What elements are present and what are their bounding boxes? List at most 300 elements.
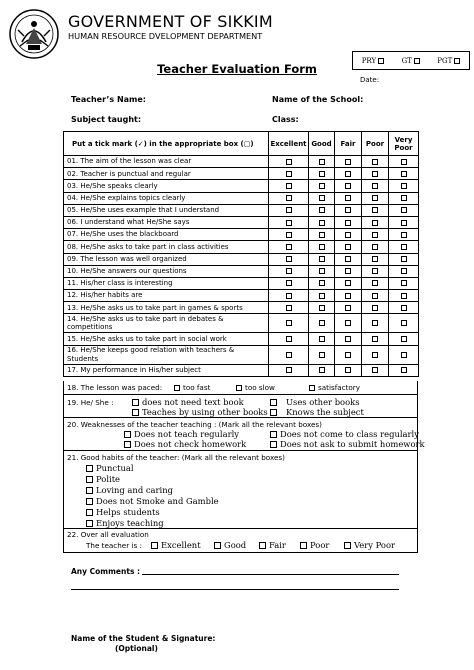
checkbox[interactable] xyxy=(86,498,93,505)
rating-cell xyxy=(269,265,309,277)
checkbox[interactable] xyxy=(345,220,351,226)
checkbox[interactable] xyxy=(124,441,131,448)
date-label: Date: xyxy=(360,76,380,84)
rating-cell xyxy=(335,290,362,302)
option-label: Does not come to class regularly xyxy=(280,429,419,439)
school-name-label: Name of the School: xyxy=(272,95,364,104)
checkbox[interactable] xyxy=(372,244,378,250)
checkbox[interactable] xyxy=(345,171,351,177)
checkbox[interactable] xyxy=(286,159,292,165)
checkbox[interactable] xyxy=(286,280,292,286)
checkbox[interactable] xyxy=(86,509,93,516)
option-label: Fair xyxy=(269,540,286,550)
checkbox[interactable] xyxy=(401,268,407,274)
rating-cell xyxy=(309,168,335,180)
rating-cell xyxy=(362,333,389,345)
subject-label: Subject taught: xyxy=(71,115,142,124)
checkbox[interactable] xyxy=(286,183,292,189)
checkbox[interactable] xyxy=(401,352,407,358)
rating-cell xyxy=(362,302,389,314)
rating-cell xyxy=(335,277,362,289)
rating-cell xyxy=(269,277,309,289)
checkbox[interactable] xyxy=(236,385,242,391)
checkbox[interactable] xyxy=(372,280,378,286)
checkbox[interactable] xyxy=(345,159,351,165)
checkbox[interactable] xyxy=(345,336,351,342)
checkbox[interactable] xyxy=(319,207,325,213)
question-text: 11. His/her class is interesting xyxy=(64,277,269,289)
rating-cell xyxy=(362,277,389,289)
option-label: Excellent xyxy=(161,540,201,550)
checkbox[interactable] xyxy=(151,542,158,549)
question-text: 13. He/She asks us to take part in games & sports xyxy=(64,302,269,314)
checkbox[interactable] xyxy=(286,320,292,326)
rating-cell xyxy=(309,345,335,364)
option-enjoys-teaching[interactable] xyxy=(86,518,164,528)
rating-cell xyxy=(335,156,362,168)
option-label: Helps students xyxy=(96,507,160,517)
question-text: 07. He/She uses the blackboard xyxy=(64,229,269,241)
rating-cell xyxy=(362,265,389,277)
checkbox[interactable] xyxy=(132,409,139,416)
checkbox[interactable] xyxy=(286,244,292,250)
rating-cell xyxy=(309,314,335,333)
checkbox[interactable] xyxy=(345,232,351,238)
option-label: Does not Smoke and Gamble xyxy=(96,496,219,506)
checkbox[interactable] xyxy=(319,268,325,274)
checkbox[interactable] xyxy=(319,280,325,286)
rating-cell xyxy=(335,253,362,265)
rating-cell xyxy=(362,192,389,204)
checkbox[interactable] xyxy=(319,220,325,226)
checkbox[interactable] xyxy=(372,352,378,358)
grade-label: GT xyxy=(401,56,412,65)
column-header: Very Poor xyxy=(389,132,419,156)
class-label: Class: xyxy=(272,115,299,124)
checkbox[interactable] xyxy=(372,195,378,201)
table-header xyxy=(64,132,419,156)
rating-cell xyxy=(269,302,309,314)
rating-cell xyxy=(309,204,335,216)
checkbox[interactable] xyxy=(372,367,378,373)
checkbox[interactable] xyxy=(286,256,292,262)
checkbox[interactable] xyxy=(319,352,325,358)
checkbox[interactable] xyxy=(401,367,407,373)
checkbox[interactable] xyxy=(345,320,351,326)
rating-cell xyxy=(309,253,335,265)
checkbox[interactable] xyxy=(124,431,131,438)
rating-cell xyxy=(335,180,362,192)
checkbox[interactable] xyxy=(345,293,351,299)
checkbox[interactable] xyxy=(345,352,351,358)
option-label: Does not check homework xyxy=(134,439,247,449)
option-label: Punctual xyxy=(96,463,134,473)
checkbox[interactable] xyxy=(401,195,407,201)
rating-cell xyxy=(269,364,309,376)
rating-cell xyxy=(362,345,389,364)
option-label: Teaches by using other books xyxy=(142,407,268,417)
rating-cell xyxy=(389,216,419,228)
rating-cell xyxy=(335,241,362,253)
table-row xyxy=(64,364,419,376)
option-no-smoke-gamble[interactable] xyxy=(86,496,219,506)
question-text: 04. He/She explains topics clearly xyxy=(64,192,269,204)
checkbox[interactable] xyxy=(270,399,277,406)
checkbox[interactable] xyxy=(372,268,378,274)
rating-cell xyxy=(389,241,419,253)
checkbox[interactable] xyxy=(286,220,292,226)
rating-cell xyxy=(335,345,362,364)
option-label: too fast xyxy=(183,383,211,392)
table-row xyxy=(64,229,419,241)
rating-cell xyxy=(335,333,362,345)
option-excellent[interactable] xyxy=(151,540,201,550)
rating-cell xyxy=(335,302,362,314)
checkbox[interactable] xyxy=(372,232,378,238)
checkbox[interactable] xyxy=(372,305,378,311)
option-label: satisfactory xyxy=(318,383,361,392)
checkbox[interactable] xyxy=(286,352,292,358)
rating-cell xyxy=(269,168,309,180)
checkbox[interactable] xyxy=(319,195,325,201)
question-text: 16. He/She keeps good relation with teachers & Students xyxy=(64,345,269,364)
option-label: Poor xyxy=(310,540,330,550)
checkbox[interactable] xyxy=(309,385,315,391)
rating-cell xyxy=(335,265,362,277)
rating-cell xyxy=(389,277,419,289)
checkbox[interactable] xyxy=(345,268,351,274)
checkbox[interactable] xyxy=(372,320,378,326)
checkbox[interactable] xyxy=(401,159,407,165)
government-title: GOVERNMENT OF SIKKIM xyxy=(68,12,273,31)
checkbox[interactable] xyxy=(372,183,378,189)
rating-cell xyxy=(362,168,389,180)
question-19 xyxy=(63,395,418,418)
checkbox[interactable] xyxy=(401,305,407,311)
rating-cell xyxy=(269,180,309,192)
form-title: Teacher Evaluation Form xyxy=(157,62,317,76)
checkbox[interactable] xyxy=(319,336,325,342)
rating-cell xyxy=(269,253,309,265)
rating-cell xyxy=(309,229,335,241)
question-label: 21. Good habits of the teacher: (Mark all the relevant boxes) xyxy=(67,453,285,462)
question-text: 15. He/She asks us to take part in social work xyxy=(64,333,269,345)
rating-cell xyxy=(389,314,419,333)
table-row xyxy=(64,216,419,228)
option-label: Good xyxy=(224,540,247,550)
checkbox[interactable] xyxy=(372,336,378,342)
rating-cell xyxy=(335,168,362,180)
rating-cell xyxy=(309,333,335,345)
rating-cell xyxy=(309,156,335,168)
checkbox[interactable] xyxy=(401,171,407,177)
checkbox[interactable] xyxy=(286,207,292,213)
instruction-header: Put a tick mark (✓) in the appropriate box (▢) xyxy=(64,132,269,156)
checkbox[interactable] xyxy=(86,465,93,472)
question-text: 05. He/She uses example that I understand xyxy=(64,204,269,216)
option-good[interactable] xyxy=(214,540,246,550)
rating-cell xyxy=(362,180,389,192)
rating-cell xyxy=(309,265,335,277)
comments-line[interactable] xyxy=(142,574,399,575)
checkbox[interactable] xyxy=(401,207,407,213)
comments-line[interactable] xyxy=(71,589,399,590)
checkbox[interactable] xyxy=(300,542,307,549)
checkbox[interactable] xyxy=(319,305,325,311)
checkbox[interactable] xyxy=(86,520,93,527)
checkbox[interactable] xyxy=(286,195,292,201)
rating-cell xyxy=(389,168,419,180)
option-label: Knows the subject xyxy=(286,407,364,417)
checkbox[interactable] xyxy=(401,256,407,262)
question-text: 02. Teacher is punctual and regular xyxy=(64,168,269,180)
rating-cell xyxy=(309,241,335,253)
signature-label: Name of the Student & Signature: xyxy=(71,634,216,643)
sikkim-emblem-icon xyxy=(8,8,60,60)
checkbox[interactable] xyxy=(401,280,407,286)
grade-label: PGT xyxy=(437,56,453,65)
rating-cell xyxy=(309,192,335,204)
checkbox[interactable] xyxy=(319,159,325,165)
checkbox[interactable] xyxy=(345,183,351,189)
option-label: does not need text book xyxy=(142,397,244,407)
rating-cell xyxy=(362,241,389,253)
question-text: 12. His/her habits are xyxy=(64,290,269,302)
checkbox[interactable] xyxy=(401,232,407,238)
option-punctual[interactable] xyxy=(86,463,134,473)
checkbox[interactable] xyxy=(345,256,351,262)
comments-label: Any Comments : xyxy=(71,567,141,576)
rating-cell xyxy=(335,216,362,228)
checkbox[interactable] xyxy=(345,305,351,311)
checkbox[interactable] xyxy=(319,183,325,189)
checkbox[interactable] xyxy=(372,220,378,226)
rating-cell xyxy=(309,216,335,228)
table-row xyxy=(64,302,419,314)
question-text: 01. The aim of the lesson was clear xyxy=(64,156,269,168)
table-row xyxy=(64,192,419,204)
column-header: Excellent xyxy=(269,132,309,156)
question-label: 18. The lesson was paced: xyxy=(67,383,163,392)
checkbox[interactable] xyxy=(174,385,180,391)
option-label: Does not ask to submit homework xyxy=(280,439,425,449)
question-20 xyxy=(63,418,425,451)
checkbox[interactable] xyxy=(401,220,407,226)
rating-cell xyxy=(389,204,419,216)
rating-cell xyxy=(389,192,419,204)
table-row xyxy=(64,333,419,345)
checkbox[interactable] xyxy=(286,268,292,274)
option-fair[interactable] xyxy=(259,540,286,550)
rating-cell xyxy=(269,241,309,253)
checkbox[interactable] xyxy=(214,542,221,549)
option-poor[interactable] xyxy=(300,540,329,550)
option-no-text-book[interactable] xyxy=(132,397,244,407)
checkbox[interactable] xyxy=(345,244,351,250)
table-row xyxy=(64,277,419,289)
column-header: Poor xyxy=(362,132,389,156)
rating-cell xyxy=(309,180,335,192)
checkbox[interactable] xyxy=(132,399,139,406)
checkbox[interactable] xyxy=(372,171,378,177)
checkbox[interactable] xyxy=(286,232,292,238)
rating-cell xyxy=(362,156,389,168)
question-label: 19. He/ She : xyxy=(67,398,114,407)
option-label: Does not teach regularly xyxy=(134,429,239,439)
checkbox[interactable] xyxy=(345,280,351,286)
checkbox[interactable] xyxy=(401,183,407,189)
table-row xyxy=(64,345,419,364)
checkbox[interactable] xyxy=(86,476,93,483)
table-row xyxy=(64,204,419,216)
option-not-come-regularly[interactable] xyxy=(270,429,419,439)
checkbox[interactable] xyxy=(270,409,277,416)
checkbox[interactable] xyxy=(344,542,351,549)
option-helps-students[interactable] xyxy=(86,507,160,517)
rating-cell xyxy=(389,290,419,302)
option-knows-subject[interactable] xyxy=(270,407,364,417)
checkbox[interactable] xyxy=(319,171,325,177)
checkbox[interactable] xyxy=(401,320,407,326)
table-row xyxy=(64,265,419,277)
checkbox[interactable] xyxy=(286,305,292,311)
question-text: 03. He/She speaks clearly xyxy=(64,180,269,192)
rating-cell xyxy=(269,290,309,302)
rating-cell xyxy=(362,364,389,376)
checkbox[interactable] xyxy=(319,320,325,326)
checkbox[interactable] xyxy=(319,293,325,299)
question-lead: The teacher is : xyxy=(86,541,142,550)
rating-cell xyxy=(362,216,389,228)
rating-cell xyxy=(309,290,335,302)
table-row xyxy=(64,168,419,180)
checkbox[interactable] xyxy=(259,542,266,549)
column-header: Good xyxy=(309,132,335,156)
question-22 xyxy=(63,529,418,553)
rating-cell xyxy=(269,229,309,241)
checkbox[interactable] xyxy=(372,159,378,165)
option-too-slow[interactable] xyxy=(236,383,275,392)
column-header: Fair xyxy=(335,132,362,156)
checkbox[interactable] xyxy=(401,244,407,250)
teacher-name-label: Teacher’s Name: xyxy=(71,95,147,104)
checkbox[interactable] xyxy=(286,336,292,342)
checkbox[interactable] xyxy=(270,441,277,448)
table-row xyxy=(64,290,419,302)
rating-cell xyxy=(389,333,419,345)
checkbox[interactable] xyxy=(401,293,407,299)
rating-cell xyxy=(389,229,419,241)
option-label: Loving and caring xyxy=(96,485,173,495)
option-label: too slow xyxy=(245,383,275,392)
rating-cell xyxy=(269,345,309,364)
signature-note: (Optional) xyxy=(115,644,158,653)
rating-cell xyxy=(269,333,309,345)
grade-label: PRY xyxy=(361,56,377,65)
rating-table xyxy=(63,131,419,377)
rating-cell xyxy=(269,216,309,228)
rating-cell xyxy=(389,180,419,192)
rating-cell xyxy=(335,364,362,376)
checkbox[interactable] xyxy=(319,256,325,262)
rating-cell xyxy=(309,302,335,314)
option-not-teach-regularly[interactable] xyxy=(124,429,239,439)
checkbox[interactable] xyxy=(286,367,292,373)
rating-cell xyxy=(335,192,362,204)
department-subtitle: HUMAN RESOURCE DVELOPMENT DEPARTMENT xyxy=(68,31,263,41)
rating-cell xyxy=(362,253,389,265)
checkbox[interactable] xyxy=(286,293,292,299)
checkbox[interactable] xyxy=(345,207,351,213)
rating-cell xyxy=(335,314,362,333)
checkbox[interactable] xyxy=(319,232,325,238)
question-text: 06. I understand what He/She says xyxy=(64,216,269,228)
option-loving-caring[interactable] xyxy=(86,485,173,495)
table-row xyxy=(64,180,419,192)
rating-cell xyxy=(269,192,309,204)
option-not-check-homework[interactable] xyxy=(124,439,246,449)
option-label: Uses other books xyxy=(286,397,360,407)
checkbox[interactable] xyxy=(319,244,325,250)
checkbox[interactable] xyxy=(86,487,93,494)
option-label: Enjoys teaching xyxy=(96,518,164,528)
option-label: Very Poor xyxy=(354,540,396,550)
option-teaches-other-books[interactable] xyxy=(132,407,268,417)
option-polite[interactable] xyxy=(86,474,120,484)
rating-cell xyxy=(269,156,309,168)
rating-cell xyxy=(389,156,419,168)
table-row xyxy=(64,156,419,168)
question-text: 10. He/She answers our questions xyxy=(64,265,269,277)
question-21 xyxy=(63,451,418,529)
rating-cell xyxy=(309,277,335,289)
checkbox[interactable] xyxy=(270,431,277,438)
checkbox[interactable] xyxy=(372,207,378,213)
question-text: 09. The lesson was well organized xyxy=(64,253,269,265)
checkbox[interactable] xyxy=(345,367,351,373)
checkbox[interactable] xyxy=(372,256,378,262)
option-satisfactory[interactable] xyxy=(309,383,360,392)
rating-cell xyxy=(362,229,389,241)
question-text: 08. He/She asks to take part in class activities xyxy=(64,241,269,253)
rating-cell xyxy=(309,364,335,376)
option-very-poor[interactable] xyxy=(344,540,395,550)
table-row xyxy=(64,314,419,333)
rating-cell xyxy=(389,302,419,314)
option-not-ask-homework[interactable] xyxy=(270,439,425,449)
rating-cell xyxy=(389,253,419,265)
checkbox[interactable] xyxy=(345,195,351,201)
checkbox[interactable] xyxy=(401,336,407,342)
rating-cell xyxy=(335,204,362,216)
checkbox[interactable] xyxy=(286,171,292,177)
rating-cell xyxy=(362,290,389,302)
option-too-fast[interactable] xyxy=(174,383,210,392)
question-label: 20. Weaknesses of the teacher teaching : (Mark all the relevant boxes) xyxy=(67,420,322,429)
option-label: Polite xyxy=(96,474,121,484)
checkbox[interactable] xyxy=(372,293,378,299)
rating-cell xyxy=(389,364,419,376)
option-uses-other-books[interactable] xyxy=(270,397,360,407)
question-text: 17. My performance in His/her subject xyxy=(64,364,269,376)
rating-cell xyxy=(269,314,309,333)
question-text: 14. He/She asks us to take part in debates & competitions xyxy=(64,314,269,333)
rating-cell xyxy=(362,314,389,333)
rating-cell xyxy=(362,204,389,216)
rating-cell xyxy=(389,265,419,277)
rating-cell xyxy=(389,345,419,364)
checkbox[interactable] xyxy=(319,367,325,373)
